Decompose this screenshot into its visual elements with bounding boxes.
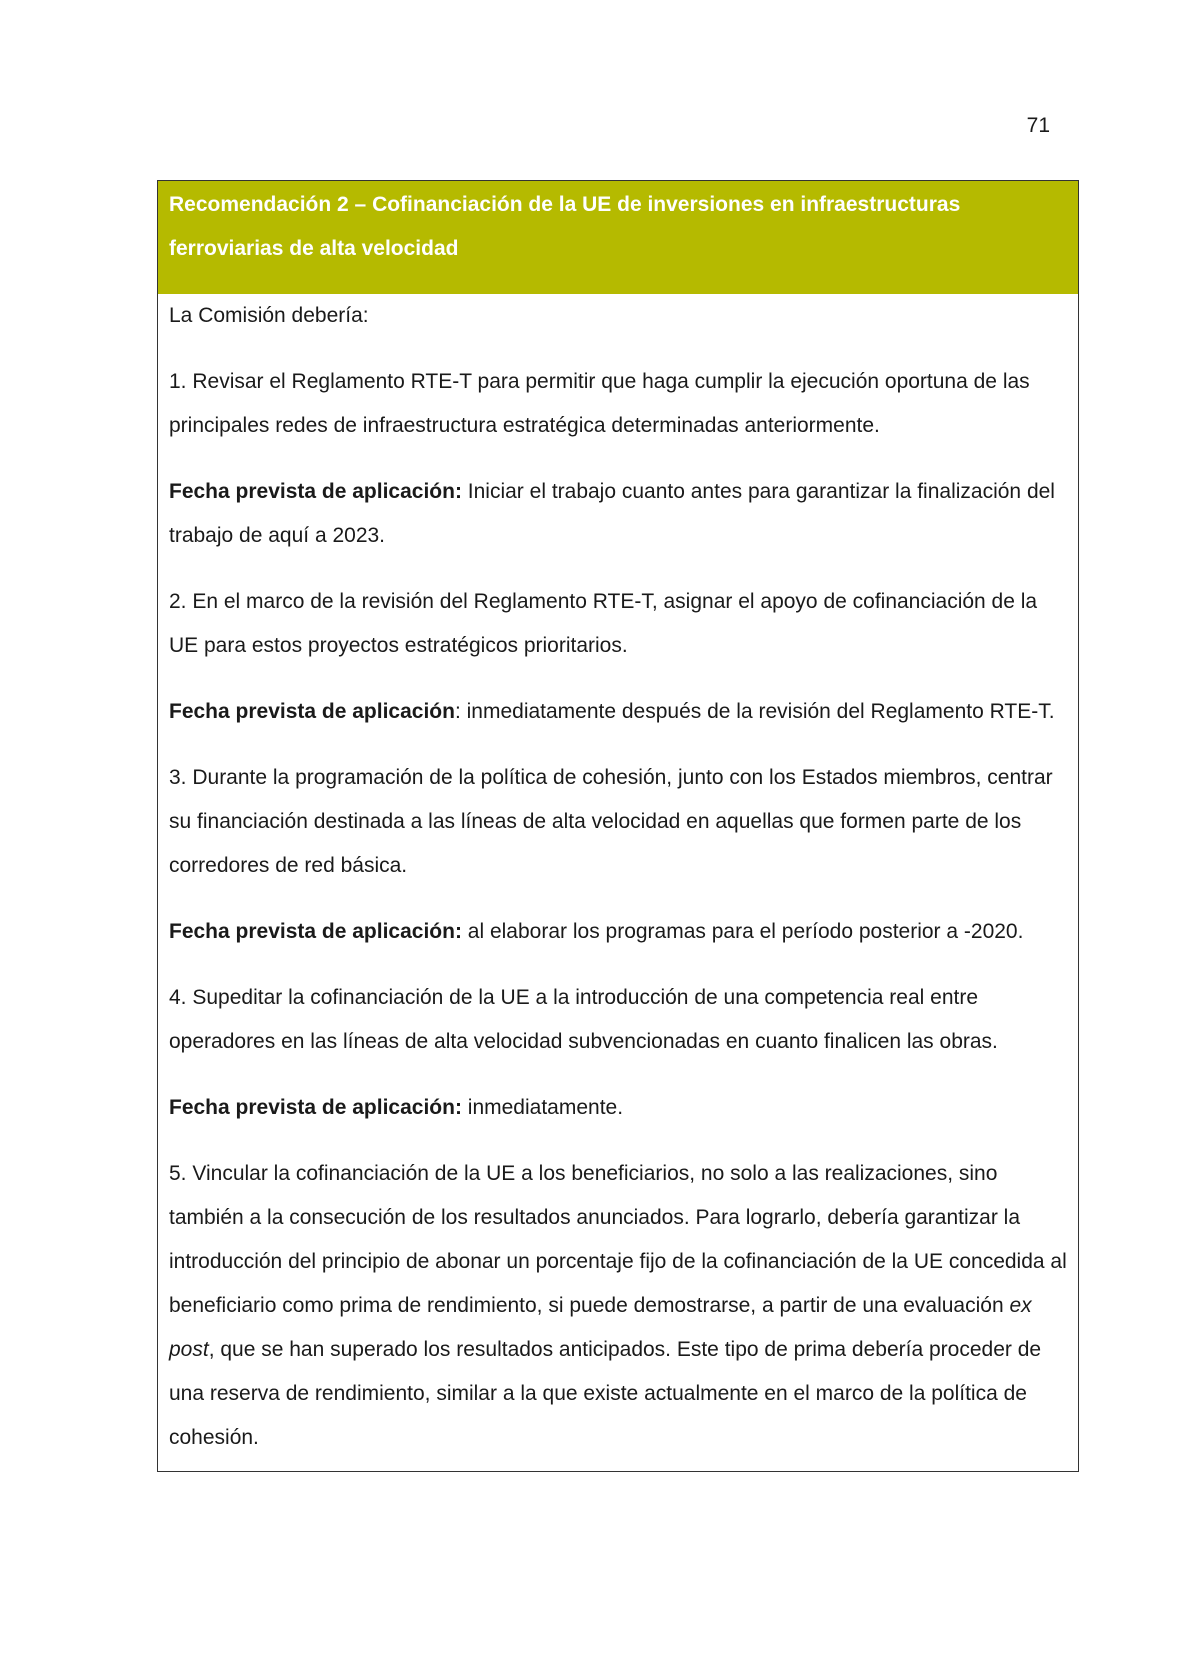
- recommendation-item-1: 1. Revisar el Reglamento RTE-T para permitir que haga cumplir la ejecución oportuna de las principales redes de infraestructura estratégica determinadas anteriormente.: [169, 370, 1030, 437]
- recommendation-title: Recomendación 2 – Cofinanciación de la UE de inversiones en infraestructuras ferroviarias de alta velocidad: [158, 181, 1078, 294]
- item-5-text-italic: ex post: [169, 1294, 1032, 1361]
- recommendation-item-3: 3. Durante la programación de la política de cohesión, junto con los Estados miembros, centrar su financiación destinada a las líneas de alta velocidad en aquellas que formen parte de los corredores de red básica.: [169, 766, 1053, 877]
- implementation-date-2: [169, 690, 1068, 734]
- item-5-text-before: 5. Vincular la cofinanciación de la UE a los beneficiarios, no solo a las realizaciones, sino también a la consecución de los resultados anunciados. Para lograrlo, debería garantizar la introducción del principio de abonar un porcentaje fijo de la cofinanciación de la UE concedida al beneficiario como prima de rendimiento, si puede demostrarse, a partir de una evaluación: [169, 1162, 1067, 1317]
- implementation-date-label: Fecha prevista de aplicación:: [169, 1096, 462, 1119]
- page-number: 71: [1026, 114, 1050, 137]
- implementation-date-label: Fecha prevista de aplicación:: [169, 920, 462, 943]
- implementation-date-label: Fecha prevista de aplicación: [169, 700, 455, 723]
- implementation-date-3: [169, 910, 1068, 954]
- recommendation-item-5: [169, 1152, 1068, 1460]
- item-5-text-after: , que se han superado los resultados anticipados. Este tipo de prima debería proceder de una reserva de rendimiento, similar a la que existe actualmente en el marco de la política de cohesión.: [169, 1338, 1042, 1449]
- implementation-date-text: al elaborar los programas para el período posterior a -2020.: [461, 920, 1024, 943]
- implementation-date-text: Iniciar el trabajo cuanto antes para garantizar la finalización del trabajo de aquí a 2023.: [169, 480, 1055, 547]
- recommendation-item-4: 4. Supeditar la cofinanciación de la UE a la introducción de una competencia real entre operadores en las líneas de alta velocidad subvencionadas en cuanto finalicen las obras.: [169, 986, 998, 1053]
- recommendation-body: [158, 294, 1078, 1460]
- implementation-date-text: inmediatamente.: [461, 1096, 624, 1119]
- implementation-date-4: [169, 1086, 1068, 1130]
- recommendation-box: [157, 180, 1079, 1472]
- implementation-date-1: [169, 470, 1068, 558]
- implementation-date-label: Fecha prevista de aplicación:: [169, 480, 462, 503]
- implementation-date-text: : inmediatamente después de la revisión del Reglamento RTE-T.: [454, 700, 1055, 723]
- recommendation-item-2: 2. En el marco de la revisión del Reglamento RTE-T, asignar el apoyo de cofinanciación de la UE para estos proyectos estratégicos prioritarios.: [169, 590, 1038, 657]
- recommendation-intro: La Comisión debería:: [169, 304, 369, 327]
